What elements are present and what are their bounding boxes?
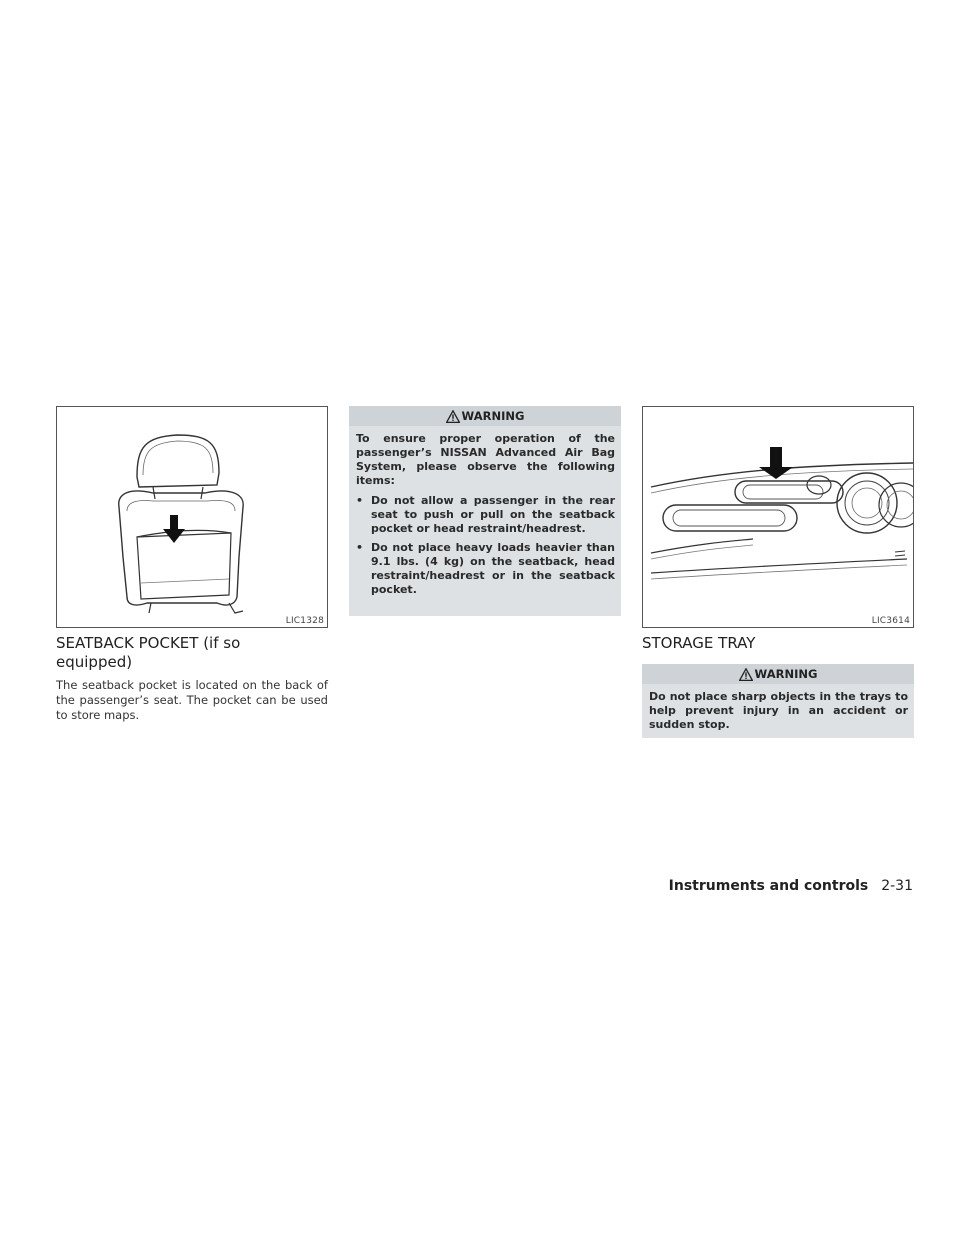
page-footer xyxy=(669,878,913,894)
section-heading-seatback: SEATBACK POCKET (if so equipped) xyxy=(56,634,241,671)
seatback-illustration xyxy=(57,407,327,627)
warning-intro: To ensure proper operation of the passenger’s NISSAN Advanced Air Bag System, please observe the following items: xyxy=(356,432,615,487)
warning-header xyxy=(349,406,621,426)
list-item: • Do not place heavy loads heavier than 9.1 lbs. (4 kg) on the seatback, head restraint/headrest or in the seatback pocket. xyxy=(356,541,615,596)
storage-tray-figure xyxy=(642,406,914,628)
figure-code: LIC3614 xyxy=(871,616,910,626)
seatback-description: The seatback pocket is located on the back of the passenger’s seat. The pocket can be used to store maps. xyxy=(56,678,328,722)
warning-triangle-icon xyxy=(739,668,753,681)
bullet-icon: • xyxy=(356,541,364,554)
figure-code: LIC1328 xyxy=(285,616,324,626)
warning-text: Do not place sharp objects in the trays to help prevent injury in an accident or sudden stop. xyxy=(649,690,908,731)
bullet-icon: • xyxy=(356,494,364,507)
airbag-warning-box xyxy=(349,406,621,616)
warning-triangle-icon xyxy=(446,410,460,423)
page-number: 2-31 xyxy=(881,878,913,894)
storage-tray-illustration xyxy=(643,407,913,627)
down-arrow-icon xyxy=(163,515,185,543)
warning-title: WARNING xyxy=(461,409,525,423)
section-heading-storage-tray: STORAGE TRAY xyxy=(642,634,756,652)
footer-section-title: Instruments and controls xyxy=(668,878,869,894)
warning-header xyxy=(642,664,914,684)
warning-title: WARNING xyxy=(754,667,818,681)
storage-warning-box xyxy=(642,664,914,738)
warning-list xyxy=(356,494,615,597)
seatback-pocket-figure xyxy=(56,406,328,628)
list-item: • Do not allow a passenger in the rear seat to push or pull on the seatback pocket or head restraint/headrest. xyxy=(356,494,615,535)
